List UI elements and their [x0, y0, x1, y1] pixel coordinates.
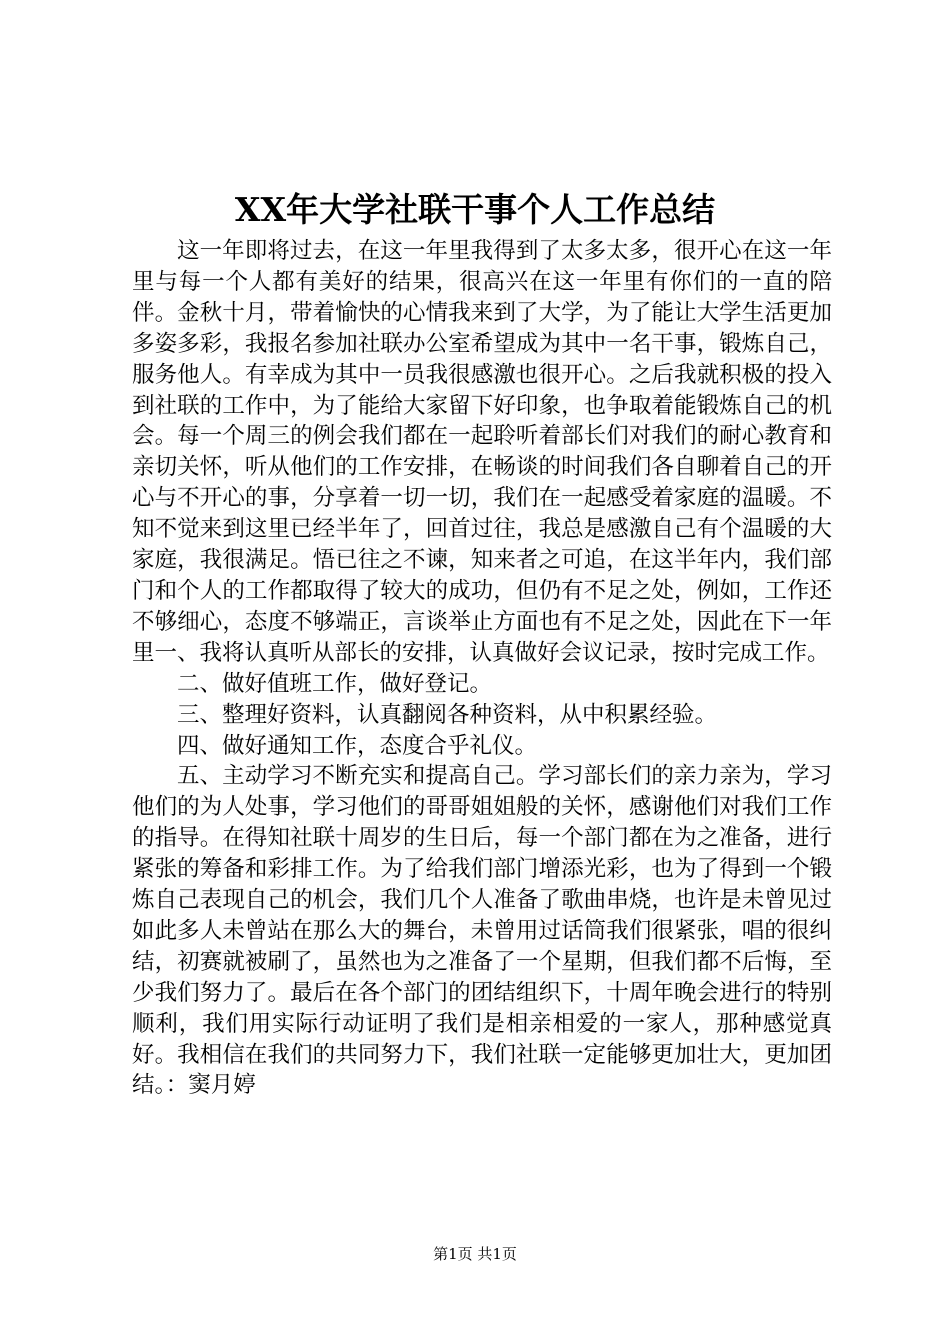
paragraph-1: 这一年即将过去，在这一年里我得到了太多太多，很开心在这一年里与每一个人都有美好的结果，很高兴在这一年里有你们的一直的陪伴。金秋十月，带着愉快的心情我来到了大学，为了能让大学生活更加多姿多彩，我报名参加社联办公室希望成为其中一名干事，锻炼自己，服务他人。有幸成为其中一员我很感激也很开心。之后我就积极的投入到社联的工作中，为了能给大家留下好印象，也争取着能锻炼自己的机会。每一个周三的例会我们都在一起聆听着部长们对我们的耐心教育和亲切关怀，听从他们的工作安排，在畅谈的时间我们各自聊着自己的开心与不开心的事，分享着一切一切，我们在一起感受着家庭的温暖。不知不觉来到这里已经半年了，回首过往，我总是感激自己有个温暖的大家庭，我很满足。悟已往之不谏，知来者之可追，在这半年内，我们部门和个人的工作都取得了较大的成功，但仍有不足之处，例如，工作还不够细心，态度不够端正，言谈举止方面也有不足之处，因此在下一年里一、我将认真听从部长的安排，认真做好会议记录，按时完成工作。: [132, 238, 832, 666]
page-footer: 第1页 共1页: [433, 1245, 517, 1263]
paragraph-2: 二、做好值班工作，做好登记。: [177, 670, 493, 697]
document-body: [132, 236, 832, 1101]
document-title: XX年大学社联干事个人工作总结: [234, 190, 716, 229]
paragraph-5: 五、主动学习不断充实和提高自己。学习部长们的亲力亲为，学习他们的为人处事，学习他们的哥哥姐姐般的关怀，感谢他们对我们工作的指导。在得知社联十周岁的生日后，每一个部门都在为之准备，进行紧张的筹备和彩排工作。为了给我们部门增添光彩，也为了得到一个锻炼自己表现自己的机会，我们几个人准备了歌曲串烧，也许是未曾见过如此多人未曾站在那么大的舞台，未曾用过话筒我们很紧张，唱的很纠结，初赛就被刷了，虽然也为之准备了一个星期，但我们都不后悔，至少我们努力了。最后在各个部门的团结组织下，十周年晚会进行的特别顺利，我们用实际行动证明了我们是相亲相爱的一家人，那种感觉真好。我相信在我们的共同努力下，我们社联一定能够更加壮大，更加团结。：窦月婷: [132, 763, 832, 1099]
paragraph-3: 三、整理好资料，认真翻阅各种资料，从中积累经验。: [177, 701, 718, 728]
paragraph-4: 四、做好通知工作，态度合乎礼仪。: [177, 732, 538, 759]
